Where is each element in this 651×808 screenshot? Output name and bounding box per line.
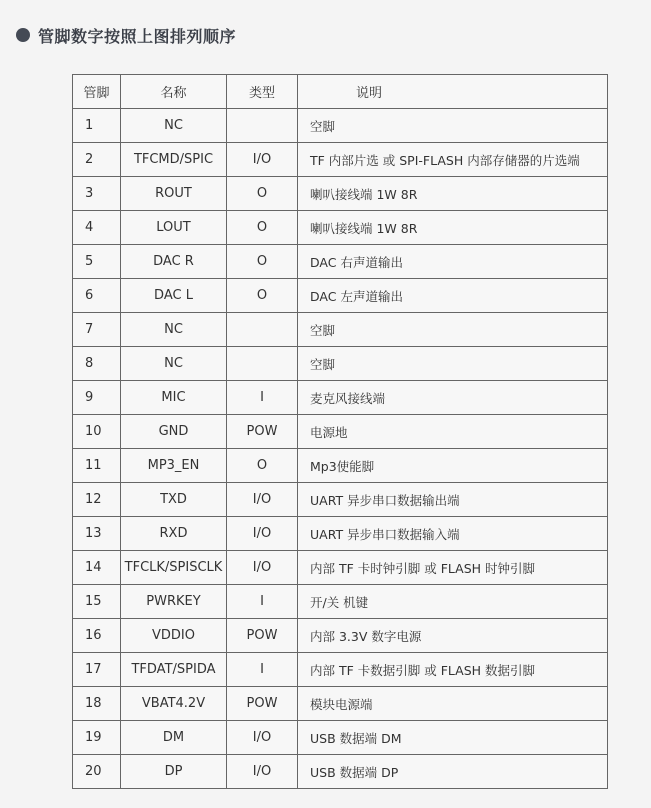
pin-name: NC	[121, 347, 227, 381]
table-row	[73, 313, 608, 347]
pin-name: ROUT	[121, 177, 227, 211]
pin-description: UART 异步串口数据输入端	[298, 517, 608, 551]
bullet-icon	[16, 28, 30, 42]
pin-name: PWRKEY	[121, 585, 227, 619]
pin-type: I	[227, 653, 298, 687]
pin-number: 9	[73, 381, 121, 415]
pin-type: O	[227, 211, 298, 245]
table-row	[73, 279, 608, 313]
pin-number: 6	[73, 279, 121, 313]
pin-description: 空脚	[298, 313, 608, 347]
pin-type: O	[227, 177, 298, 211]
pin-number: 20	[73, 755, 121, 789]
table-row	[73, 721, 608, 755]
table-row	[73, 177, 608, 211]
pin-name: MIC	[121, 381, 227, 415]
table-row	[73, 755, 608, 789]
pin-type: POW	[227, 619, 298, 653]
pin-number: 11	[73, 449, 121, 483]
pin-number: 14	[73, 551, 121, 585]
pin-description: 内部 TF 卡时钟引脚 或 FLASH 时钟引脚	[298, 551, 608, 585]
table-row	[73, 381, 608, 415]
header-name: 名称	[121, 75, 227, 109]
pin-number: 13	[73, 517, 121, 551]
table-row	[73, 211, 608, 245]
pin-type: I/O	[227, 517, 298, 551]
section-heading	[16, 24, 236, 46]
pin-type	[227, 347, 298, 381]
pin-name: NC	[121, 109, 227, 143]
pin-name: VBAT4.2V	[121, 687, 227, 721]
pin-type: I/O	[227, 143, 298, 177]
pin-type: I	[227, 381, 298, 415]
pin-description: 喇叭接线端 1W 8R	[298, 177, 608, 211]
pin-type: I/O	[227, 721, 298, 755]
pin-description: TF 内部片选 或 SPI-FLASH 内部存储器的片选端	[298, 143, 608, 177]
pin-type	[227, 313, 298, 347]
table-body	[73, 109, 608, 789]
table-row	[73, 687, 608, 721]
table-row	[73, 585, 608, 619]
pin-description: 开/关 机键	[298, 585, 608, 619]
pin-type: O	[227, 449, 298, 483]
pin-description: 麦克风接线端	[298, 381, 608, 415]
pin-number: 18	[73, 687, 121, 721]
pin-description: DAC 右声道输出	[298, 245, 608, 279]
table-row	[73, 517, 608, 551]
pin-name: DM	[121, 721, 227, 755]
pin-description: Mp3使能脚	[298, 449, 608, 483]
pin-description: 电源地	[298, 415, 608, 449]
pin-type: O	[227, 279, 298, 313]
pin-number: 17	[73, 653, 121, 687]
pin-name: GND	[121, 415, 227, 449]
pin-name: RXD	[121, 517, 227, 551]
pin-description: UART 异步串口数据输出端	[298, 483, 608, 517]
pin-number: 15	[73, 585, 121, 619]
pin-number: 5	[73, 245, 121, 279]
pin-name: VDDIO	[121, 619, 227, 653]
pin-name: TFCMD/SPIC	[121, 143, 227, 177]
pin-number: 8	[73, 347, 121, 381]
pin-description: 内部 3.3V 数字电源	[298, 619, 608, 653]
pin-description: 空脚	[298, 347, 608, 381]
pin-number: 7	[73, 313, 121, 347]
pin-name: TFDAT/SPIDA	[121, 653, 227, 687]
pin-description: DAC 左声道输出	[298, 279, 608, 313]
pin-number: 16	[73, 619, 121, 653]
pin-name: TXD	[121, 483, 227, 517]
pin-number: 3	[73, 177, 121, 211]
pin-type: I/O	[227, 755, 298, 789]
pin-name: DAC L	[121, 279, 227, 313]
pin-name: DAC R	[121, 245, 227, 279]
table-row	[73, 619, 608, 653]
pin-type: I/O	[227, 483, 298, 517]
pin-description: USB 数据端 DP	[298, 755, 608, 789]
table-row	[73, 483, 608, 517]
header-description: 说明	[298, 75, 608, 109]
table-row	[73, 653, 608, 687]
pin-type: I/O	[227, 551, 298, 585]
table-row	[73, 245, 608, 279]
pin-type: POW	[227, 415, 298, 449]
table-row	[73, 415, 608, 449]
pin-type	[227, 109, 298, 143]
pin-number: 19	[73, 721, 121, 755]
heading-text: 管脚数字按照上图排列顺序	[38, 26, 237, 46]
header-type: 类型	[227, 75, 298, 109]
pin-description: 模块电源端	[298, 687, 608, 721]
pin-number: 2	[73, 143, 121, 177]
table-row	[73, 347, 608, 381]
table-row	[73, 551, 608, 585]
pin-description: 喇叭接线端 1W 8R	[298, 211, 608, 245]
pin-description: USB 数据端 DM	[298, 721, 608, 755]
pin-name: MP3_EN	[121, 449, 227, 483]
pin-table	[72, 74, 608, 789]
pin-name: LOUT	[121, 211, 227, 245]
pin-number: 1	[73, 109, 121, 143]
pin-name: TFCLK/SPISCLK	[121, 551, 227, 585]
pin-name: NC	[121, 313, 227, 347]
header-pin: 管脚	[73, 75, 121, 109]
table-row	[73, 449, 608, 483]
table-header-row	[73, 75, 608, 109]
pin-number: 10	[73, 415, 121, 449]
pin-description: 内部 TF 卡数据引脚 或 FLASH 数据引脚	[298, 653, 608, 687]
table-row	[73, 143, 608, 177]
pin-type: I	[227, 585, 298, 619]
pin-type: O	[227, 245, 298, 279]
pin-number: 12	[73, 483, 121, 517]
pin-type: POW	[227, 687, 298, 721]
table-row	[73, 109, 608, 143]
pin-number: 4	[73, 211, 121, 245]
pin-description: 空脚	[298, 109, 608, 143]
pin-name: DP	[121, 755, 227, 789]
